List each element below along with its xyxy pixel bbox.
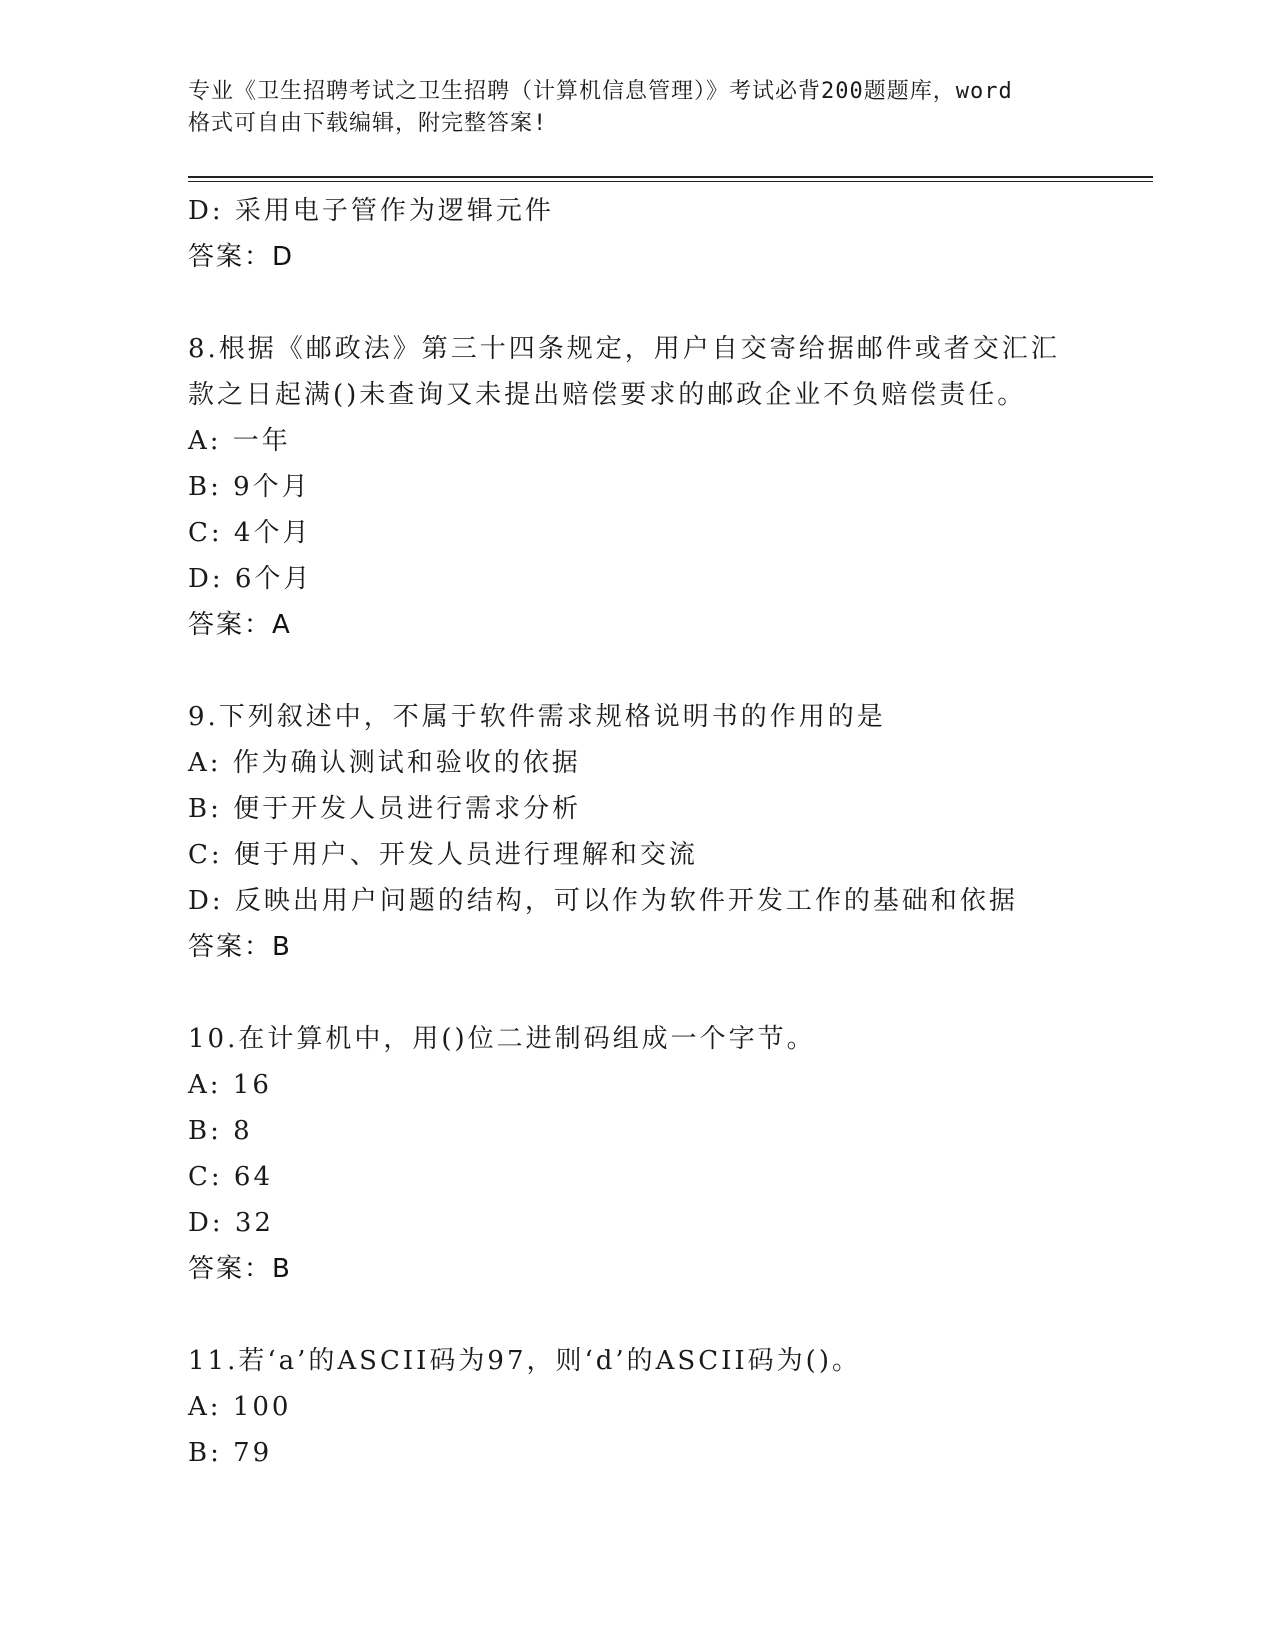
question-11: [188, 1338, 1148, 1476]
answer-line: 答案：A: [188, 610, 292, 640]
option-d: D: 反映出用户问题的结构，可以作为软件开发工作的基础和依据: [188, 886, 1018, 916]
question-10: [188, 1016, 1148, 1292]
answer-line: 答案：B: [188, 1254, 292, 1284]
header-divider-thick: [188, 176, 1153, 178]
spacer: [188, 648, 1148, 694]
question-stem: 9.下列叙述中，不属于软件需求规格说明书的作用的是: [188, 702, 886, 732]
option-a: A: 16: [188, 1070, 272, 1100]
spacer: [188, 1292, 1148, 1338]
option-d: D: 6个月: [188, 564, 313, 594]
option-a: A: 一年: [188, 426, 291, 456]
question-stem-continued: 款之日起满()未查询又未提出赔偿要求的邮政企业不负赔偿责任。: [188, 380, 1027, 410]
option-c: C: 64: [188, 1162, 274, 1192]
option-d: D: 32: [188, 1208, 274, 1238]
option-c: C: 4个月: [188, 518, 312, 548]
previous-question-tail: [188, 188, 1148, 280]
option-c: C: 便于用户、开发人员进行理解和交流: [188, 840, 698, 870]
question-stem: 10.在计算机中，用()位二进制码组成一个字节。: [188, 1024, 816, 1054]
option-b: B: 79: [188, 1438, 273, 1468]
option-b: B: 9个月: [188, 472, 311, 502]
question-8: [188, 326, 1148, 648]
question-list: [188, 188, 1148, 1476]
spacer: [188, 280, 1148, 326]
header-divider-thin: [188, 181, 1153, 182]
header-title-line-1: 专业《卫生招聘考试之卫生招聘（计算机信息管理）》考试必背200题题库，word: [188, 79, 1013, 104]
option-b: B: 便于开发人员进行需求分析: [188, 794, 582, 824]
option-a: A: 100: [188, 1392, 292, 1422]
option-a: A: 作为确认测试和验收的依据: [188, 748, 581, 778]
question-stem: 8.根据《邮政法》第三十四条规定，用户自交寄给据邮件或者交汇汇: [188, 334, 1060, 364]
question-stem: 11.若‘a’的ASCII码为97，则‘d’的ASCII码为()。: [188, 1346, 861, 1376]
document-header: [188, 76, 1088, 140]
spacer: [188, 970, 1148, 1016]
answer-line: 答案：D: [188, 242, 295, 272]
option-b: B: 8: [188, 1116, 253, 1146]
option-d: D: 采用电子管作为逻辑元件: [188, 196, 554, 226]
header-title-line-2: 格式可自由下载编辑，附完整答案!: [188, 111, 548, 136]
question-9: [188, 694, 1148, 970]
answer-line: 答案：B: [188, 932, 292, 962]
